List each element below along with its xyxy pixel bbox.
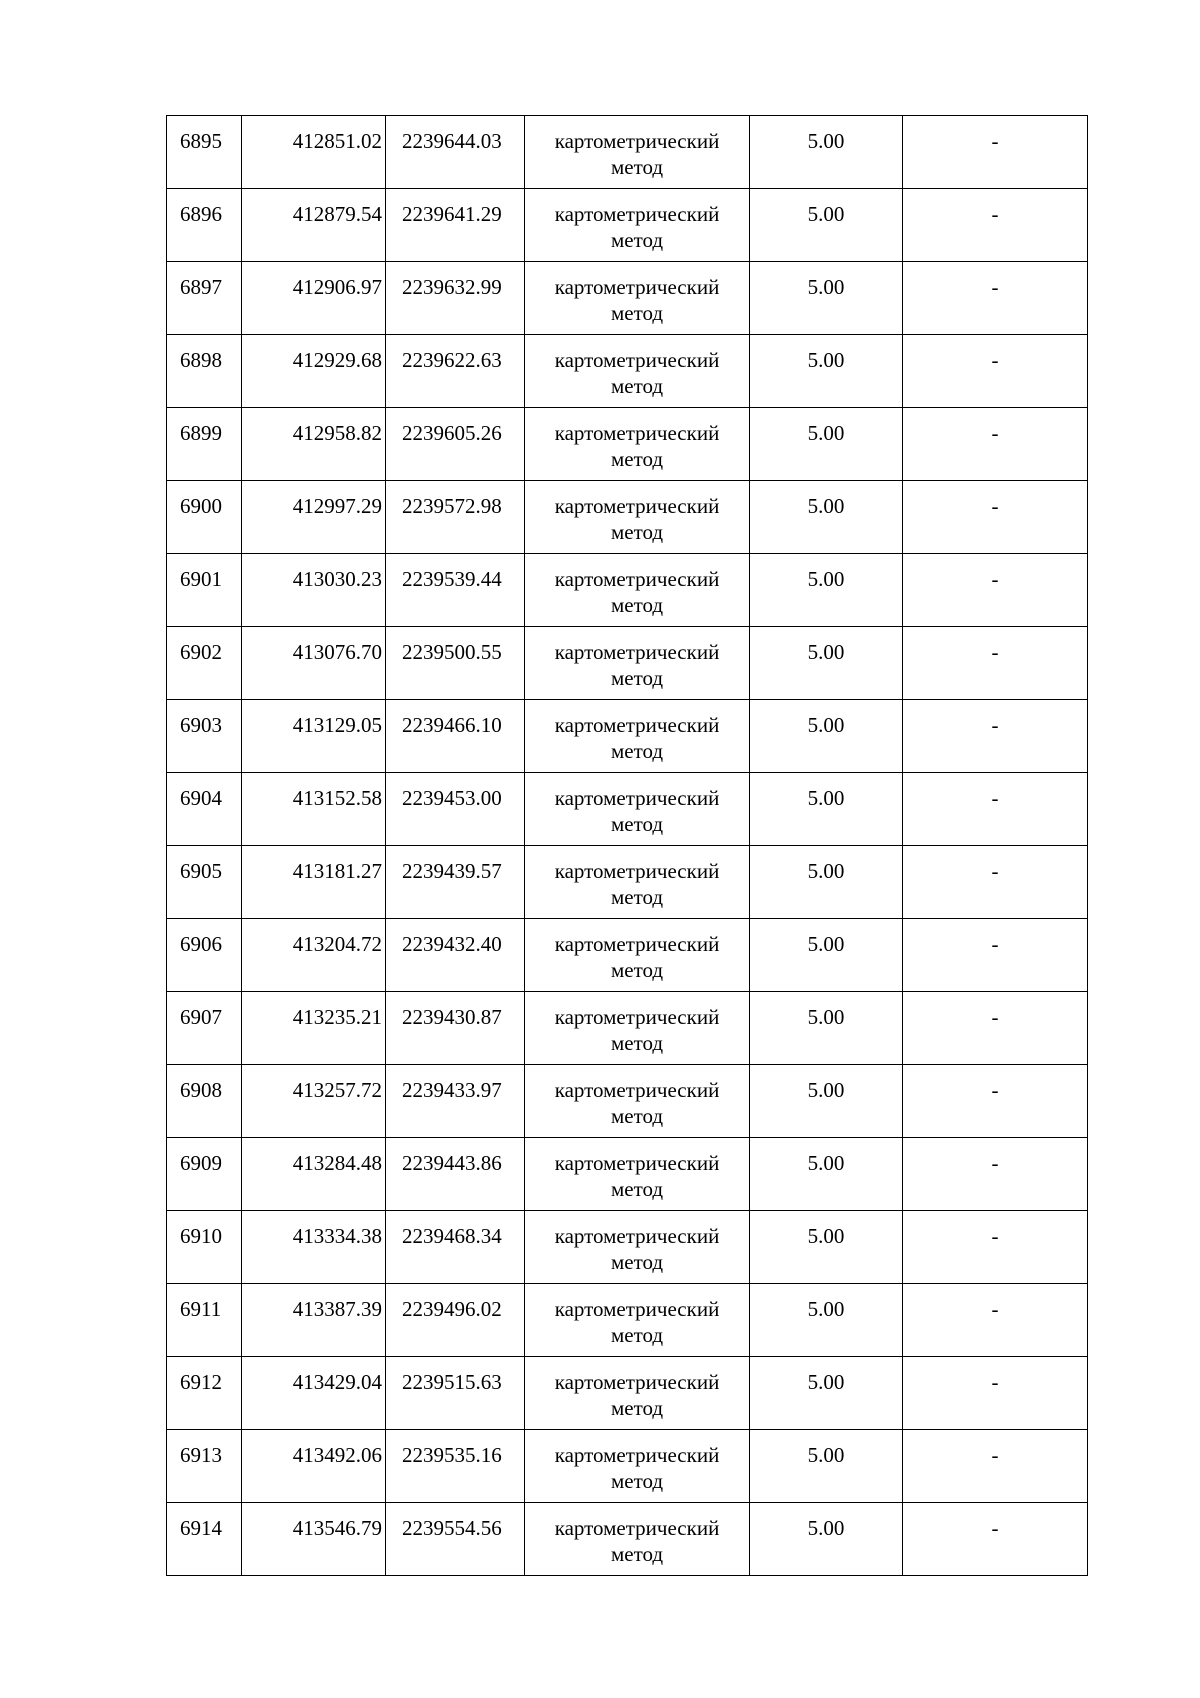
precision-cell: 5.00 (750, 1065, 903, 1138)
point-number-cell: 6905 (167, 846, 242, 919)
description-cell: - (903, 919, 1088, 992)
coordinates-table-body (167, 116, 1088, 1576)
method-cell: картометрический метод (525, 408, 750, 481)
coordinates-table (166, 115, 1088, 1576)
y-coordinate-cell: 2239468.34 (386, 1211, 525, 1284)
point-number-cell: 6896 (167, 189, 242, 262)
y-coordinate-cell: 2239453.00 (386, 773, 525, 846)
method-cell: картометрический метод (525, 189, 750, 262)
table-row (167, 1430, 1088, 1503)
method-cell: картометрический метод (525, 1065, 750, 1138)
table-row (167, 700, 1088, 773)
y-coordinate-cell: 2239443.86 (386, 1138, 525, 1211)
precision-cell: 5.00 (750, 481, 903, 554)
x-coordinate-cell: 412997.29 (242, 481, 386, 554)
description-cell: - (903, 1503, 1088, 1576)
y-coordinate-cell: 2239430.87 (386, 992, 525, 1065)
table-row (167, 116, 1088, 189)
precision-cell: 5.00 (750, 408, 903, 481)
precision-cell: 5.00 (750, 116, 903, 189)
method-cell: картометрический метод (525, 846, 750, 919)
y-coordinate-cell: 2239535.16 (386, 1430, 525, 1503)
x-coordinate-cell: 413257.72 (242, 1065, 386, 1138)
table-row (167, 1211, 1088, 1284)
point-number-cell: 6911 (167, 1284, 242, 1357)
description-cell: - (903, 773, 1088, 846)
description-cell: - (903, 1138, 1088, 1211)
table-row (167, 1065, 1088, 1138)
y-coordinate-cell: 2239554.56 (386, 1503, 525, 1576)
y-coordinate-cell: 2239432.40 (386, 919, 525, 992)
point-number-cell: 6900 (167, 481, 242, 554)
x-coordinate-cell: 413204.72 (242, 919, 386, 992)
x-coordinate-cell: 413387.39 (242, 1284, 386, 1357)
description-cell: - (903, 554, 1088, 627)
point-number-cell: 6906 (167, 919, 242, 992)
table-row (167, 773, 1088, 846)
description-cell: - (903, 1065, 1088, 1138)
table-row (167, 262, 1088, 335)
x-coordinate-cell: 412879.54 (242, 189, 386, 262)
table-row (167, 481, 1088, 554)
y-coordinate-cell: 2239496.02 (386, 1284, 525, 1357)
x-coordinate-cell: 413429.04 (242, 1357, 386, 1430)
precision-cell: 5.00 (750, 554, 903, 627)
description-cell: - (903, 1284, 1088, 1357)
description-cell: - (903, 1430, 1088, 1503)
point-number-cell: 6908 (167, 1065, 242, 1138)
x-coordinate-cell: 413129.05 (242, 700, 386, 773)
y-coordinate-cell: 2239515.63 (386, 1357, 525, 1430)
method-cell: картометрический метод (525, 627, 750, 700)
x-coordinate-cell: 413030.23 (242, 554, 386, 627)
table-row (167, 335, 1088, 408)
x-coordinate-cell: 413181.27 (242, 846, 386, 919)
point-number-cell: 6898 (167, 335, 242, 408)
precision-cell: 5.00 (750, 773, 903, 846)
precision-cell: 5.00 (750, 700, 903, 773)
table-row (167, 189, 1088, 262)
method-cell: картометрический метод (525, 1284, 750, 1357)
x-coordinate-cell: 412929.68 (242, 335, 386, 408)
precision-cell: 5.00 (750, 189, 903, 262)
table-row (167, 1503, 1088, 1576)
table-row (167, 1357, 1088, 1430)
x-coordinate-cell: 412958.82 (242, 408, 386, 481)
method-cell: картометрический метод (525, 481, 750, 554)
description-cell: - (903, 408, 1088, 481)
point-number-cell: 6902 (167, 627, 242, 700)
x-coordinate-cell: 413546.79 (242, 1503, 386, 1576)
description-cell: - (903, 189, 1088, 262)
method-cell: картометрический метод (525, 1503, 750, 1576)
method-cell: картометрический метод (525, 1211, 750, 1284)
precision-cell: 5.00 (750, 1503, 903, 1576)
y-coordinate-cell: 2239466.10 (386, 700, 525, 773)
point-number-cell: 6910 (167, 1211, 242, 1284)
precision-cell: 5.00 (750, 919, 903, 992)
y-coordinate-cell: 2239644.03 (386, 116, 525, 189)
table-row (167, 627, 1088, 700)
y-coordinate-cell: 2239572.98 (386, 481, 525, 554)
precision-cell: 5.00 (750, 627, 903, 700)
x-coordinate-cell: 413334.38 (242, 1211, 386, 1284)
method-cell: картометрический метод (525, 773, 750, 846)
precision-cell: 5.00 (750, 1357, 903, 1430)
table-row (167, 1284, 1088, 1357)
x-coordinate-cell: 412851.02 (242, 116, 386, 189)
table-row (167, 846, 1088, 919)
table-row (167, 554, 1088, 627)
precision-cell: 5.00 (750, 1430, 903, 1503)
precision-cell: 5.00 (750, 262, 903, 335)
y-coordinate-cell: 2239439.57 (386, 846, 525, 919)
y-coordinate-cell: 2239641.29 (386, 189, 525, 262)
y-coordinate-cell: 2239500.55 (386, 627, 525, 700)
precision-cell: 5.00 (750, 992, 903, 1065)
point-number-cell: 6913 (167, 1430, 242, 1503)
y-coordinate-cell: 2239433.97 (386, 1065, 525, 1138)
point-number-cell: 6904 (167, 773, 242, 846)
point-number-cell: 6914 (167, 1503, 242, 1576)
description-cell: - (903, 1357, 1088, 1430)
point-number-cell: 6903 (167, 700, 242, 773)
x-coordinate-cell: 413235.21 (242, 992, 386, 1065)
description-cell: - (903, 846, 1088, 919)
point-number-cell: 6895 (167, 116, 242, 189)
point-number-cell: 6901 (167, 554, 242, 627)
y-coordinate-cell: 2239632.99 (386, 262, 525, 335)
method-cell: картометрический метод (525, 262, 750, 335)
method-cell: картометрический метод (525, 554, 750, 627)
x-coordinate-cell: 413076.70 (242, 627, 386, 700)
x-coordinate-cell: 413492.06 (242, 1430, 386, 1503)
method-cell: картометрический метод (525, 1430, 750, 1503)
x-coordinate-cell: 413284.48 (242, 1138, 386, 1211)
method-cell: картометрический метод (525, 116, 750, 189)
description-cell: - (903, 481, 1088, 554)
method-cell: картометрический метод (525, 335, 750, 408)
point-number-cell: 6899 (167, 408, 242, 481)
method-cell: картометрический метод (525, 1138, 750, 1211)
point-number-cell: 6909 (167, 1138, 242, 1211)
method-cell: картометрический метод (525, 919, 750, 992)
precision-cell: 5.00 (750, 1138, 903, 1211)
precision-cell: 5.00 (750, 846, 903, 919)
point-number-cell: 6907 (167, 992, 242, 1065)
precision-cell: 5.00 (750, 335, 903, 408)
table-row (167, 992, 1088, 1065)
description-cell: - (903, 335, 1088, 408)
description-cell: - (903, 262, 1088, 335)
x-coordinate-cell: 412906.97 (242, 262, 386, 335)
y-coordinate-cell: 2239605.26 (386, 408, 525, 481)
y-coordinate-cell: 2239539.44 (386, 554, 525, 627)
method-cell: картометрический метод (525, 700, 750, 773)
method-cell: картометрический метод (525, 1357, 750, 1430)
y-coordinate-cell: 2239622.63 (386, 335, 525, 408)
table-row (167, 1138, 1088, 1211)
method-cell: картометрический метод (525, 992, 750, 1065)
table-row (167, 919, 1088, 992)
description-cell: - (903, 627, 1088, 700)
precision-cell: 5.00 (750, 1211, 903, 1284)
x-coordinate-cell: 413152.58 (242, 773, 386, 846)
description-cell: - (903, 700, 1088, 773)
table-row (167, 408, 1088, 481)
point-number-cell: 6897 (167, 262, 242, 335)
precision-cell: 5.00 (750, 1284, 903, 1357)
description-cell: - (903, 116, 1088, 189)
description-cell: - (903, 1211, 1088, 1284)
description-cell: - (903, 992, 1088, 1065)
point-number-cell: 6912 (167, 1357, 242, 1430)
